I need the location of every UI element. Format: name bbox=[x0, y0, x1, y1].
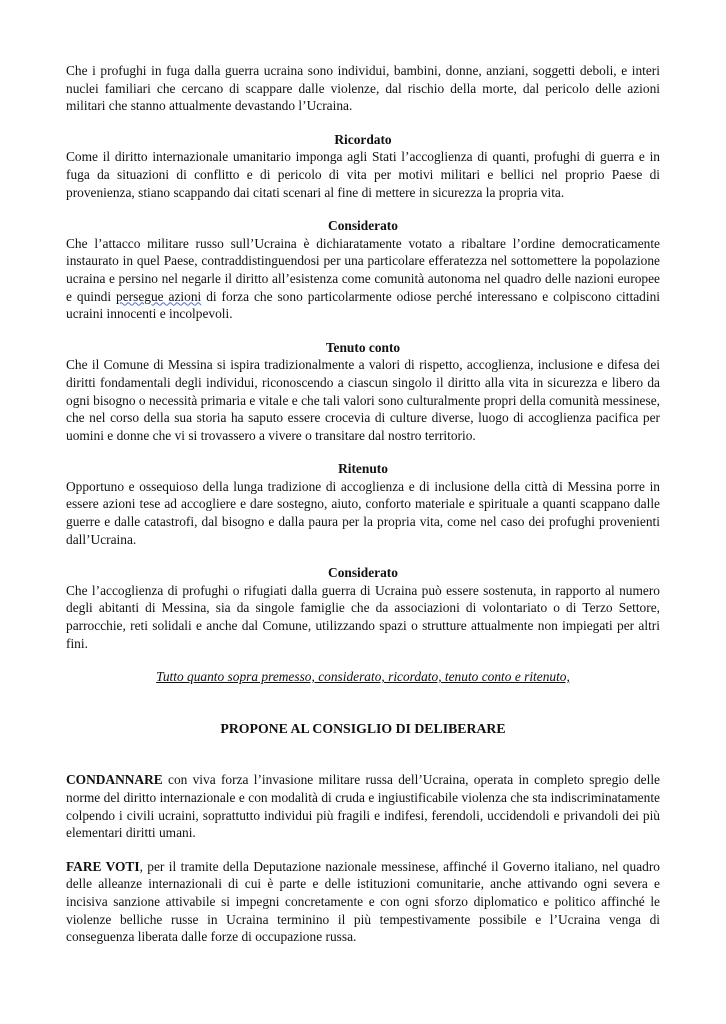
considerato-2-paragraph: Che l’accoglienza di profughi o rifugiati dalla guerra di Ucraina può essere sostenuta, in rapporto al numero degli abitanti di Messina, sia da singole famiglie che da associazioni di volontariato o di Terzo Settore, parrocchie, reti solidali e anche dal Comune, utilizzando spazi o strutture attualmente non impiegati per altri fini. bbox=[66, 582, 660, 651]
spacer bbox=[66, 323, 660, 339]
condannare-paragraph bbox=[66, 771, 660, 841]
condannare-text: con viva forza l’invasione militare russa dell’Ucraina, operata in completo spregio delle norme del diritto internazionale e con modalità di cruda e ingiustificabile violenza che sta indiscriminatamente colpendo i civili ucraini, soprattutto individui più fragili e indifesi, ferendoli, uccidendoli e privandoli dei più elementari diritti umani. bbox=[66, 772, 660, 841]
heading-considerato-1: Considerato bbox=[328, 218, 398, 234]
ritenuto-paragraph: Opportuno e ossequioso della lunga tradizione di accoglienza e di inclusione della città di Messina porre in essere azioni tese ad accogliere e dare sostegno, aiuto, conforto materiale e spirituale a quanti scappano dalle guerre e dalle catastrofi, dal bisogno e dalla paura per la propria vita, come nel caso dei profughi provenienti dall’Ucraina. bbox=[66, 478, 660, 547]
heading-considerato-2: Considerato bbox=[328, 565, 398, 581]
tenuto-conto-paragraph: Che il Comune di Messina si ispira tradizionalmente a valori di rispetto, accoglienza, inclusione e difesa dei diritti fondamentali degli individui, riconoscendo a ciascun singolo il diritto alla vita in sicurezza e libero da ogni bisogno o necessità primaria e vitale e che tali valori sono culturalmente propri della comunità messinese, che nel corso della sua storia ha saputo essere crocevia di culture diverse, luogo di accoglienza pacifica per uomini e donne che vi si trovassero a vivere o transitare dal nostro territorio. bbox=[66, 357, 660, 443]
spacer bbox=[66, 201, 660, 217]
propose-heading: PROPONE AL CONSIGLIO DI DELIBERARE bbox=[220, 720, 506, 736]
heading-ritenuto: Ritenuto bbox=[338, 461, 388, 477]
heading-tenuto-conto: Tenuto conto bbox=[325, 339, 401, 355]
considerato-1-text-after: di forza che sono particolarmente odiose perché interessano e colpiscono cittadini ucraini innocenti e incolpevoli. bbox=[66, 288, 660, 322]
summary-line: Tutto quanto sopra premesso, considerato, ricordato, tenuto conto e ritenuto, bbox=[156, 669, 570, 685]
fare-voti-lead: FARE VOTI bbox=[66, 858, 140, 874]
spacer bbox=[66, 842, 660, 858]
ricordato-paragraph: Come il diritto internazionale umanitario imponga agli Stati l’accoglienza di quanti, profughi di guerra e in fuga da situazioni di conflitto e di pericolo di vita per motivi militari e bellici nel proprio Paese di provenienza, stiano scappando dai citati scenari al fine di mettere in sicurezza la propria vita. bbox=[66, 149, 660, 200]
spellcheck-marked-text: persegue azioni bbox=[116, 288, 202, 304]
spacer bbox=[66, 686, 660, 720]
heading-ricordato: Ricordato bbox=[334, 131, 392, 147]
document-body bbox=[66, 62, 660, 946]
intro-paragraph: Che i profughi in fuga dalla guerra ucraina sono individui, bambini, donne, anziani, soggetti deboli, e interi nuclei familiari che cercano di scappare dalle violenze, dal rischio della morte, dal pericolo delle azioni militari che stanno attualmente devastando l’Ucraina. bbox=[66, 63, 660, 114]
condannare-lead: CONDANNARE bbox=[66, 772, 163, 788]
spacer bbox=[66, 652, 660, 668]
spacer bbox=[66, 444, 660, 460]
considerato-1-text-before: Che l’attacco militare russo sull’Ucraina è dichiaratamente votato a ribaltare l’ordine democraticamente instaurato in quel Paese, contraddistinguendosi per una particolare efferatezza nel sottomettere la popolazione ucraina e persino nel negarle il diritto all’esistenza come comunità autonoma nel quadro delle nazioni europee e quindi bbox=[66, 235, 660, 304]
spacer bbox=[66, 737, 660, 771]
considerato-1-paragraph bbox=[66, 235, 660, 323]
spacer bbox=[66, 548, 660, 564]
fare-voti-paragraph bbox=[66, 858, 660, 946]
fare-voti-text: , per il tramite della Deputazione nazionale messinese, affinché il Governo italiano, nel quadro delle alleanze internazionali di cui è parte e delle istituzioni comunitarie, anche attivando ogni severa e incisiva sanzione attivabile si impegni concretamente e con ogni sforzo diplomatico e politico affinché le violenze belliche russe in Ucraina terminino il più tempestivamente possibile e l’Ucraina venga di conseguenza liberata dalle forze di occupazione russa. bbox=[66, 858, 660, 945]
spacer bbox=[66, 115, 660, 131]
